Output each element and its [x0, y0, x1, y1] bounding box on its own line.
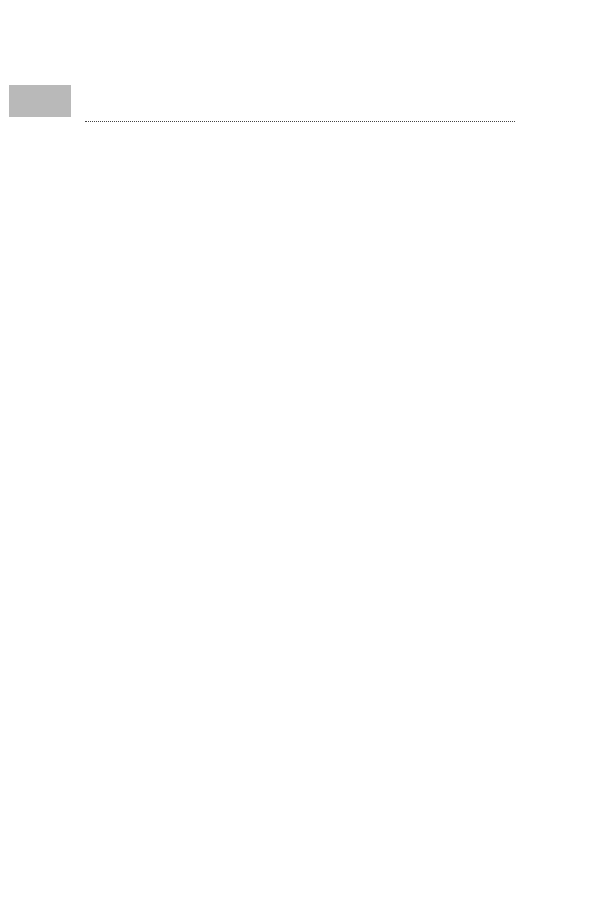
- part-marker-box: [9, 85, 71, 117]
- leader-dots: [85, 121, 515, 122]
- table-of-contents: [79, 66, 537, 127]
- part-subtitle-row: [79, 110, 537, 127]
- part-header: [79, 82, 537, 110]
